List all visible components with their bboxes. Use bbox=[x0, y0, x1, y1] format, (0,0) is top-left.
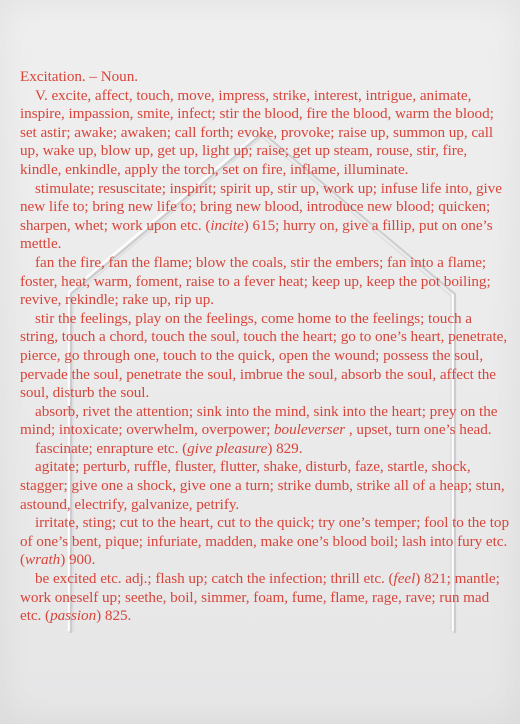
entry-paragraphs bbox=[20, 87, 510, 626]
entry-paragraph bbox=[20, 514, 510, 570]
paragraph-text: stimulate; resuscitate; inspirit; spirit up, stir up, work up; infuse life into, give new life to; bring new life to; bring new blood, introduce new blood; quicken; sharpen, whet; work upon etc. ( bbox=[20, 179, 502, 234]
entry-paragraph bbox=[20, 458, 510, 514]
paragraph-text: be excited etc. adj.; flash up; catch the infection; thrill etc. ( bbox=[35, 570, 394, 588]
cross-reference-term: passion bbox=[50, 607, 97, 625]
paragraph-text: , upset, turn one’s head. bbox=[345, 421, 492, 439]
thesaurus-entry bbox=[20, 68, 510, 626]
paragraph-text: fascinate; enrapture etc. ( bbox=[35, 439, 188, 457]
entry-heading: Excitation. – Noun. bbox=[20, 68, 138, 85]
entry-paragraph bbox=[20, 180, 510, 254]
cross-reference-term: wrath bbox=[25, 551, 61, 569]
entry-paragraph bbox=[20, 440, 510, 459]
cross-reference-term: bouleverser bbox=[274, 421, 346, 439]
paragraph-text: ) 829. bbox=[267, 439, 303, 457]
paragraph-text: agitate; perturb, ruffle, fluster, flutter, shake, disturb, faze, startle, shock, stagger; give one a shock, give one a turn; strike dumb, strike all of a heap; stun, astound, electrify, galvanize, petrify. bbox=[20, 458, 505, 513]
entry-paragraph bbox=[20, 87, 510, 180]
paragraph-text: V. excite, affect, touch, move, impress, strike, interest, intrigue, animate, inspire, impassion, smite, infect; stir the blood, fire the blood, warm the blood; set astir; awake; awaken; call forth; evoke, provoke; raise up, summon up, call up, wake up, blow up, get up, light up; raise; get up steam, rouse, stir, fire, kindle, enkindle, apply the torch, set on fire, inflame, illuminate. bbox=[20, 86, 494, 178]
paragraph-text: ) 825. bbox=[96, 607, 132, 625]
paragraph-text: absorb, rivet the attention; sink into the mind, sink into the heart; prey on the mind; intoxicate; overwhelm, overpower; bbox=[20, 402, 498, 439]
entry-paragraph bbox=[20, 570, 510, 626]
entry-paragraph bbox=[20, 254, 510, 310]
entry-paragraph bbox=[20, 403, 510, 440]
cross-reference-term: feel bbox=[393, 570, 416, 588]
paragraph-text: ) 821; mantle; work oneself up; seethe, boil, simmer, foam, fume, flame, rage, rave; run mad etc. ( bbox=[20, 570, 500, 625]
paragraph-text: fan the fire, fan the flame; blow the coals, stir the embers; fan into a flame; foster, heat, warm, foment, raise to a fever heat; keep up, keep the pot boiling; revive, rekindle; rake up, rip up. bbox=[20, 253, 491, 309]
paragraph-text: ) 615; hurry on, give a fillip, put on one’s mettle. bbox=[20, 216, 493, 253]
entry-paragraph bbox=[20, 310, 510, 403]
cross-reference-term: give pleasure bbox=[187, 439, 268, 457]
paragraph-text: irritate, sting; cut to the heart, cut to the quick; try one’s temper; fool to the top of one’s bent, pique; infuriate, madden, make one’s blood boil; lash into fury etc. ( bbox=[20, 514, 509, 569]
paragraph-text: ) 900. bbox=[60, 551, 96, 569]
paragraph-text: stir the feelings, play on the feelings, come home to the feelings; touch a string, touch a chord, touch the soul, touch the heart; go to one’s heart, penetrate, pierce, go through one, touch to the quick, open the wound; possess the soul, pervade the soul, penetrate the soul, imbrue the soul, absorb the soul, affect the soul, disturb the soul. bbox=[20, 309, 508, 402]
cross-reference-term: incite bbox=[210, 216, 244, 234]
